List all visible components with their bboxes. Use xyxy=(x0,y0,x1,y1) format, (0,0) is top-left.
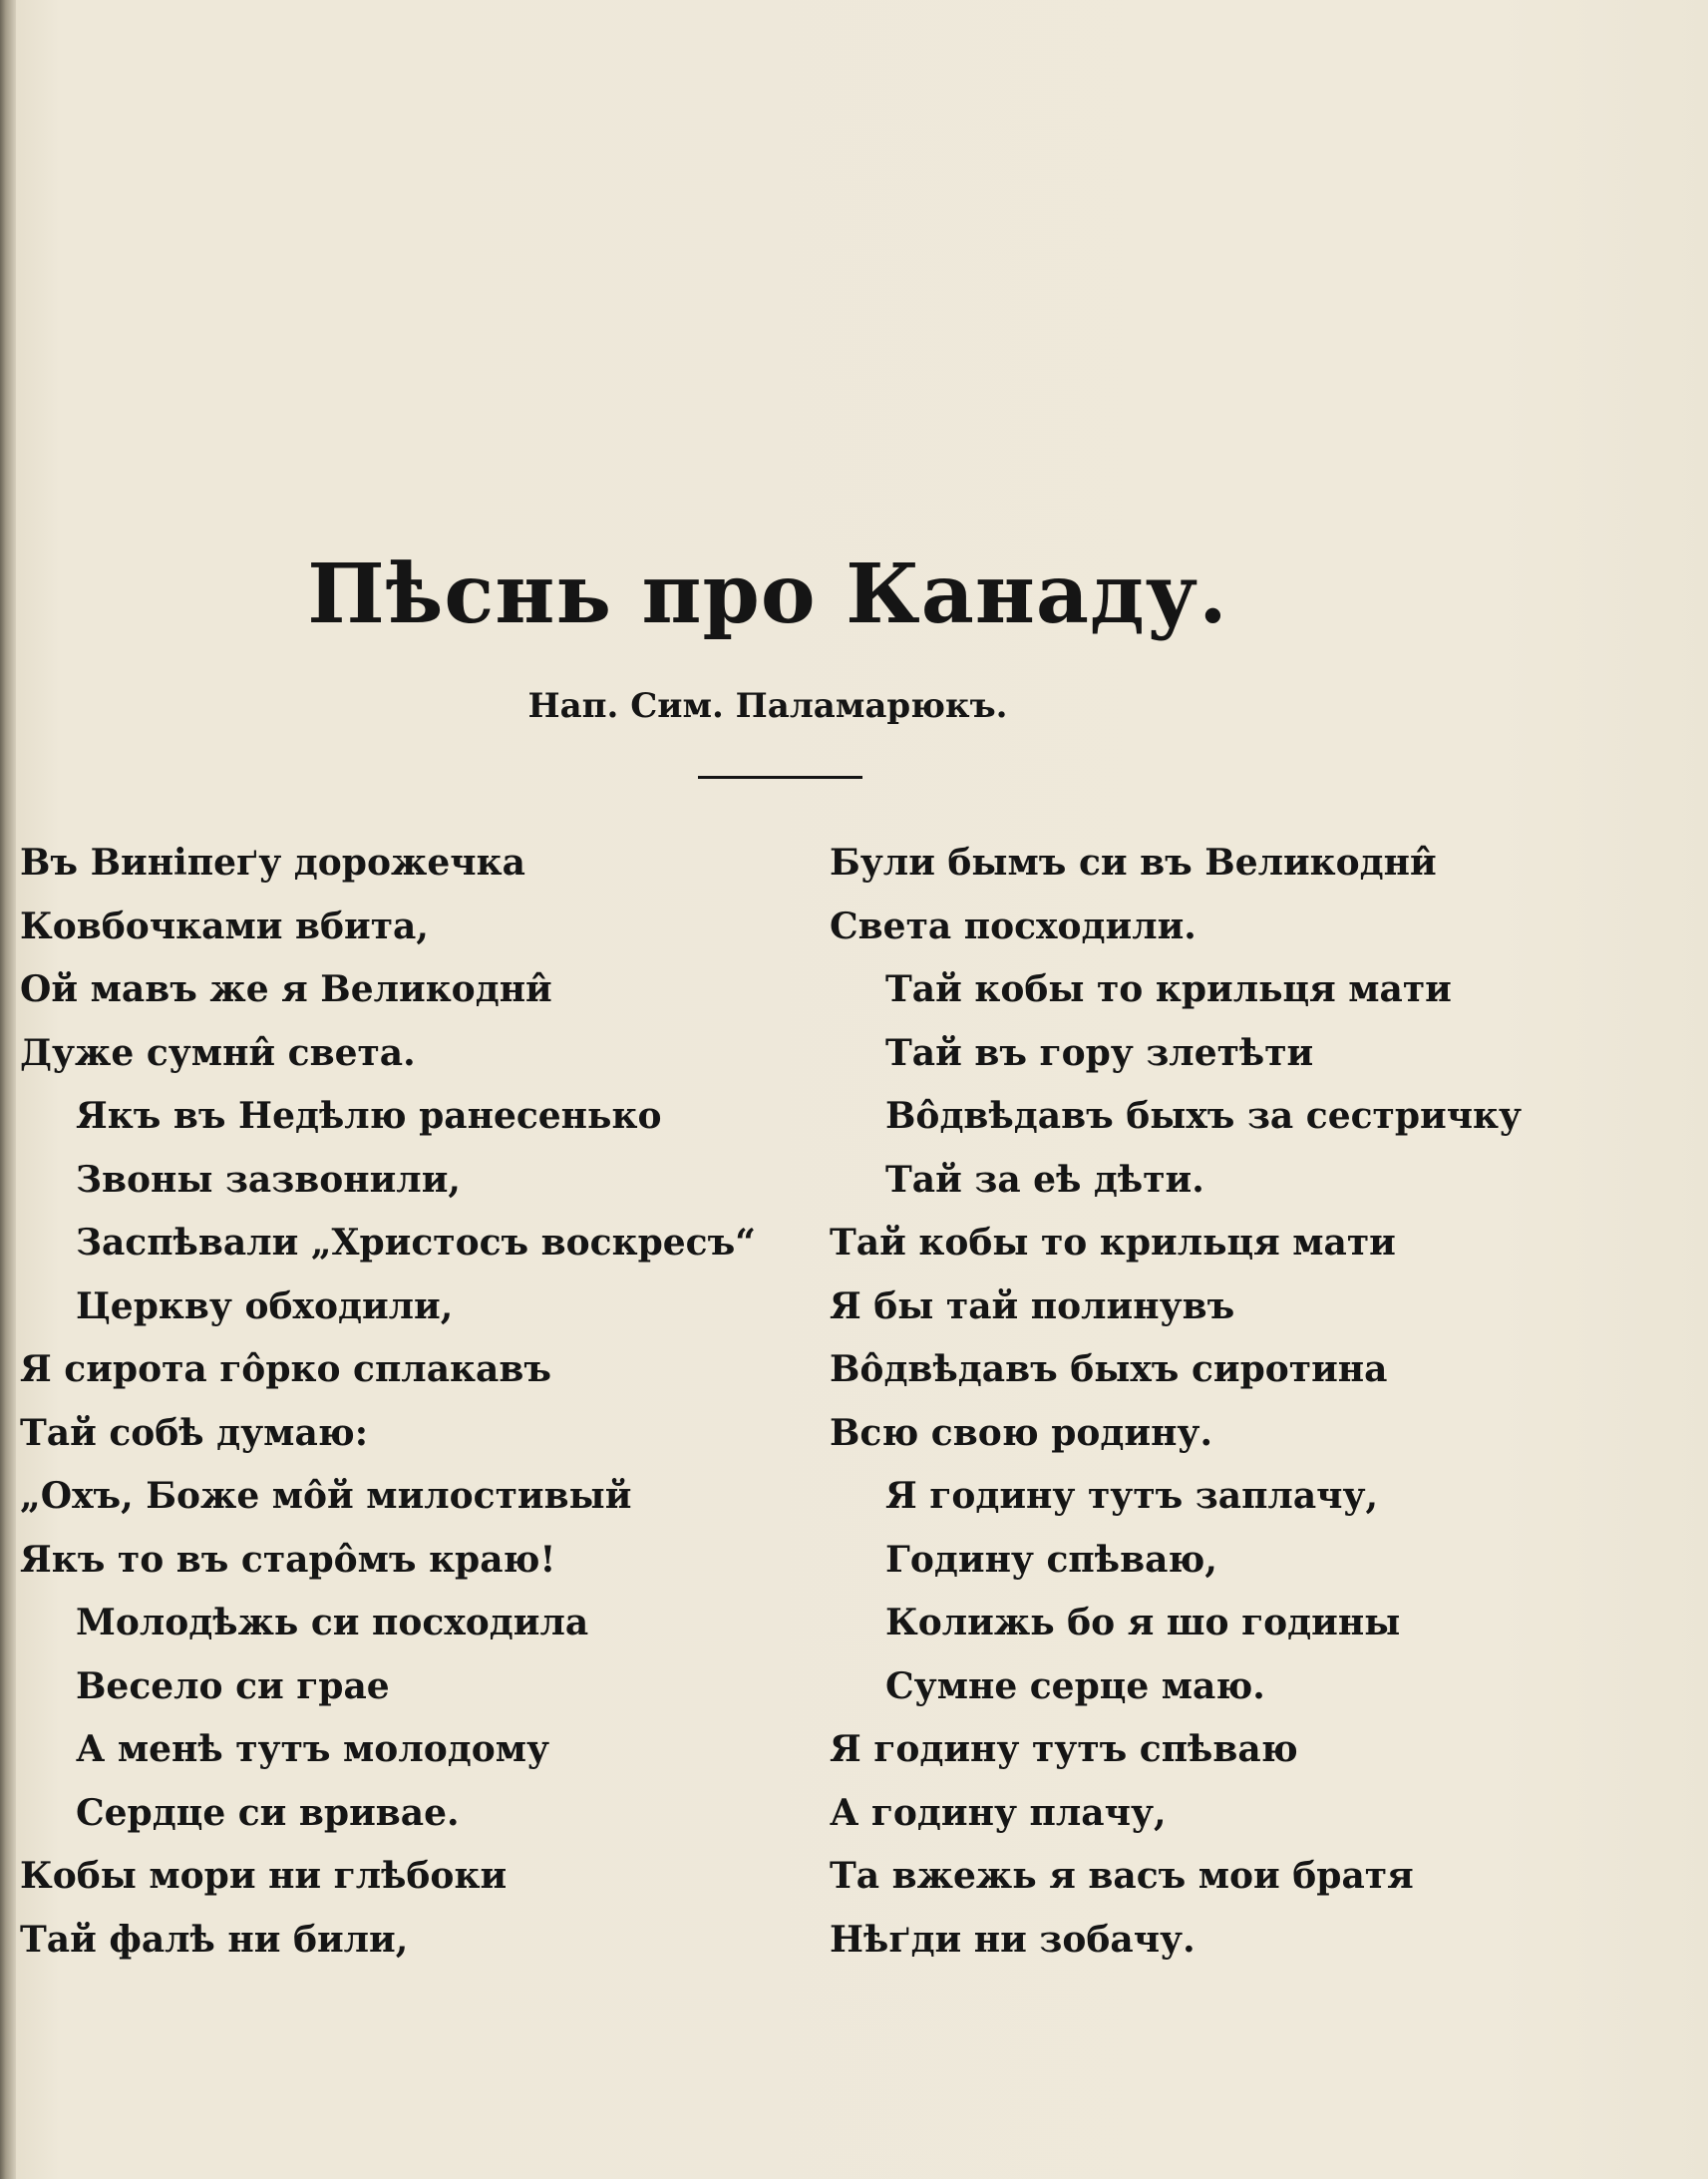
poem-left-column xyxy=(20,832,778,1972)
poem-title: Пѣснь про Канаду. xyxy=(307,546,1228,642)
poem-line: Ой мавъ же я Великодни̂ xyxy=(20,968,552,1010)
binding-edge xyxy=(0,0,16,2179)
poem-line: Заспѣвали „Христосъ воскресъ“ xyxy=(76,1222,756,1264)
poem-line: Якъ то въ старôмъ краю! xyxy=(20,1538,556,1581)
poem-line: Були бымъ си въ Великодни̂ xyxy=(830,842,1437,884)
poem-line: Света посходили. xyxy=(830,905,1196,947)
poem-author: Нап. Сим. Паламарюкъ. xyxy=(527,686,1008,726)
poem-line: Тай собѣ думаю: xyxy=(20,1411,368,1454)
poem-line: Тай фалѣ ни били, xyxy=(20,1918,409,1961)
poem-line: Годину спѣваю, xyxy=(885,1538,1217,1581)
poem-line: Вôдвѣдавъ быхъ за сестричку xyxy=(885,1095,1523,1137)
poem-line: Кобы мори ни глѣбоки xyxy=(20,1855,508,1897)
poem-line: А менѣ тутъ молодому xyxy=(76,1728,550,1770)
poem-line: Тай за еѣ дѣти. xyxy=(885,1158,1204,1201)
poem-line: Вôдвѣдавъ быхъ сиротина xyxy=(830,1348,1388,1390)
poem-line: Дуже сумни̂ света. xyxy=(20,1031,416,1074)
poem-line: Якъ въ Недѣлю ранесенько xyxy=(76,1095,662,1137)
poem-line: Молодѣжь си посходила xyxy=(76,1602,589,1643)
poem-line: А годину плачу, xyxy=(830,1791,1167,1834)
title-divider xyxy=(698,776,862,779)
poem-line: Та вжежь я васъ мои братя xyxy=(830,1855,1414,1897)
poem-line: Звоны зазвонили, xyxy=(76,1158,461,1201)
poem-line: Нѣґди ни зобачу. xyxy=(830,1918,1196,1961)
poem-line: Тай кобы то крильця мати xyxy=(830,1222,1396,1264)
poem-line: Церкву обходили, xyxy=(76,1284,454,1327)
poem-line: Въ Винiпеґу дорожечка xyxy=(20,842,525,884)
poem-line: Сердце си вривае. xyxy=(76,1791,460,1834)
poem-line: Я сирота гôрко сплакавъ xyxy=(20,1348,551,1390)
poem-line: Тай въ гору злетѣти xyxy=(885,1031,1314,1074)
poem-line: Колижь бо я шо годины xyxy=(885,1602,1401,1643)
poem-line: Ковбочками вбита, xyxy=(20,905,429,947)
poem-line: Я бы тай полинувъ xyxy=(830,1284,1235,1327)
poem-line: Тай кобы то крильця мати xyxy=(885,968,1452,1010)
poem-right-column xyxy=(830,832,1547,1972)
poem-line: Сумне серце маю. xyxy=(885,1664,1265,1707)
poem-line: Всю свою родину. xyxy=(830,1411,1212,1454)
poem-line: „Охъ, Боже мôй милостивый xyxy=(20,1475,632,1517)
poem-line: Я годину тутъ спѣваю xyxy=(830,1728,1298,1770)
poem-line: Я годину тутъ заплачу, xyxy=(885,1475,1379,1517)
poem-line: Весело си грае xyxy=(76,1664,390,1707)
